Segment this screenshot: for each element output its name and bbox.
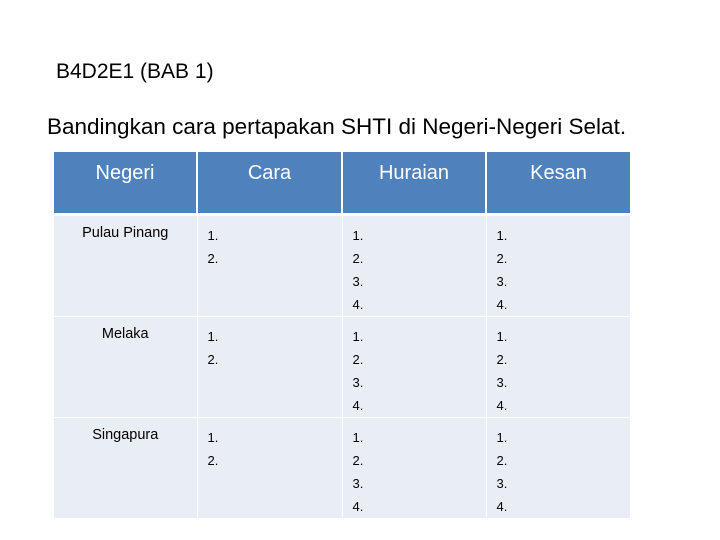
list-number: 1. bbox=[496, 328, 508, 344]
kesan-cell bbox=[486, 417, 630, 518]
list-number: 2. bbox=[207, 351, 219, 367]
list-number: 2. bbox=[207, 250, 219, 266]
list-number: 1. bbox=[496, 429, 508, 445]
cara-cell bbox=[197, 316, 342, 417]
list-number: 4. bbox=[352, 397, 364, 413]
header-kesan: Kesan bbox=[486, 152, 630, 214]
list-number: 1. bbox=[352, 429, 364, 445]
list-number: 1. bbox=[207, 429, 219, 445]
header-cara: Cara bbox=[197, 152, 342, 214]
list-number: 2. bbox=[496, 351, 508, 367]
list-number: 4. bbox=[352, 498, 364, 514]
list-number: 1. bbox=[352, 328, 364, 344]
list-number: 3. bbox=[496, 374, 508, 390]
list-number: 2. bbox=[496, 250, 508, 266]
cara-cell bbox=[197, 214, 342, 316]
list-number: 3. bbox=[496, 475, 508, 491]
list-number: 1. bbox=[207, 227, 219, 243]
list-number: 1. bbox=[352, 227, 364, 243]
kesan-cell bbox=[486, 316, 630, 417]
kesan-cell bbox=[486, 214, 630, 316]
slide-subtitle: Bandingkan cara pertapakan SHTI di Negeri-Negeri Selat. bbox=[47, 114, 627, 139]
huraian-cell bbox=[342, 417, 486, 518]
list-number: 4. bbox=[496, 296, 508, 312]
table-row bbox=[54, 316, 630, 417]
list-number: 4. bbox=[496, 498, 508, 514]
slide-title: B4D2E1 (BAB 1) bbox=[56, 60, 214, 83]
country-cell: Pulau Pinang bbox=[54, 214, 197, 316]
country-cell: Singapura bbox=[54, 417, 197, 518]
list-number: 2. bbox=[352, 250, 364, 266]
list-number: 2. bbox=[352, 452, 364, 468]
list-number: 1. bbox=[207, 328, 219, 344]
header-huraian: Huraian bbox=[342, 152, 486, 214]
list-number: 3. bbox=[352, 273, 364, 289]
list-number: 4. bbox=[352, 296, 364, 312]
table-header-row bbox=[54, 152, 630, 214]
list-number: 3. bbox=[352, 374, 364, 390]
cara-cell bbox=[197, 417, 342, 518]
table-row bbox=[54, 214, 630, 316]
huraian-cell bbox=[342, 316, 486, 417]
list-number: 2. bbox=[207, 452, 219, 468]
header-negeri: Negeri bbox=[54, 152, 197, 214]
list-number: 1. bbox=[496, 227, 508, 243]
table-row bbox=[54, 417, 630, 518]
list-number: 3. bbox=[352, 475, 364, 491]
list-number: 2. bbox=[352, 351, 364, 367]
list-number: 2. bbox=[496, 452, 508, 468]
country-cell: Melaka bbox=[54, 316, 197, 417]
list-number: 3. bbox=[496, 273, 508, 289]
comparison-table bbox=[54, 152, 630, 519]
list-number: 4. bbox=[496, 397, 508, 413]
huraian-cell bbox=[342, 214, 486, 316]
